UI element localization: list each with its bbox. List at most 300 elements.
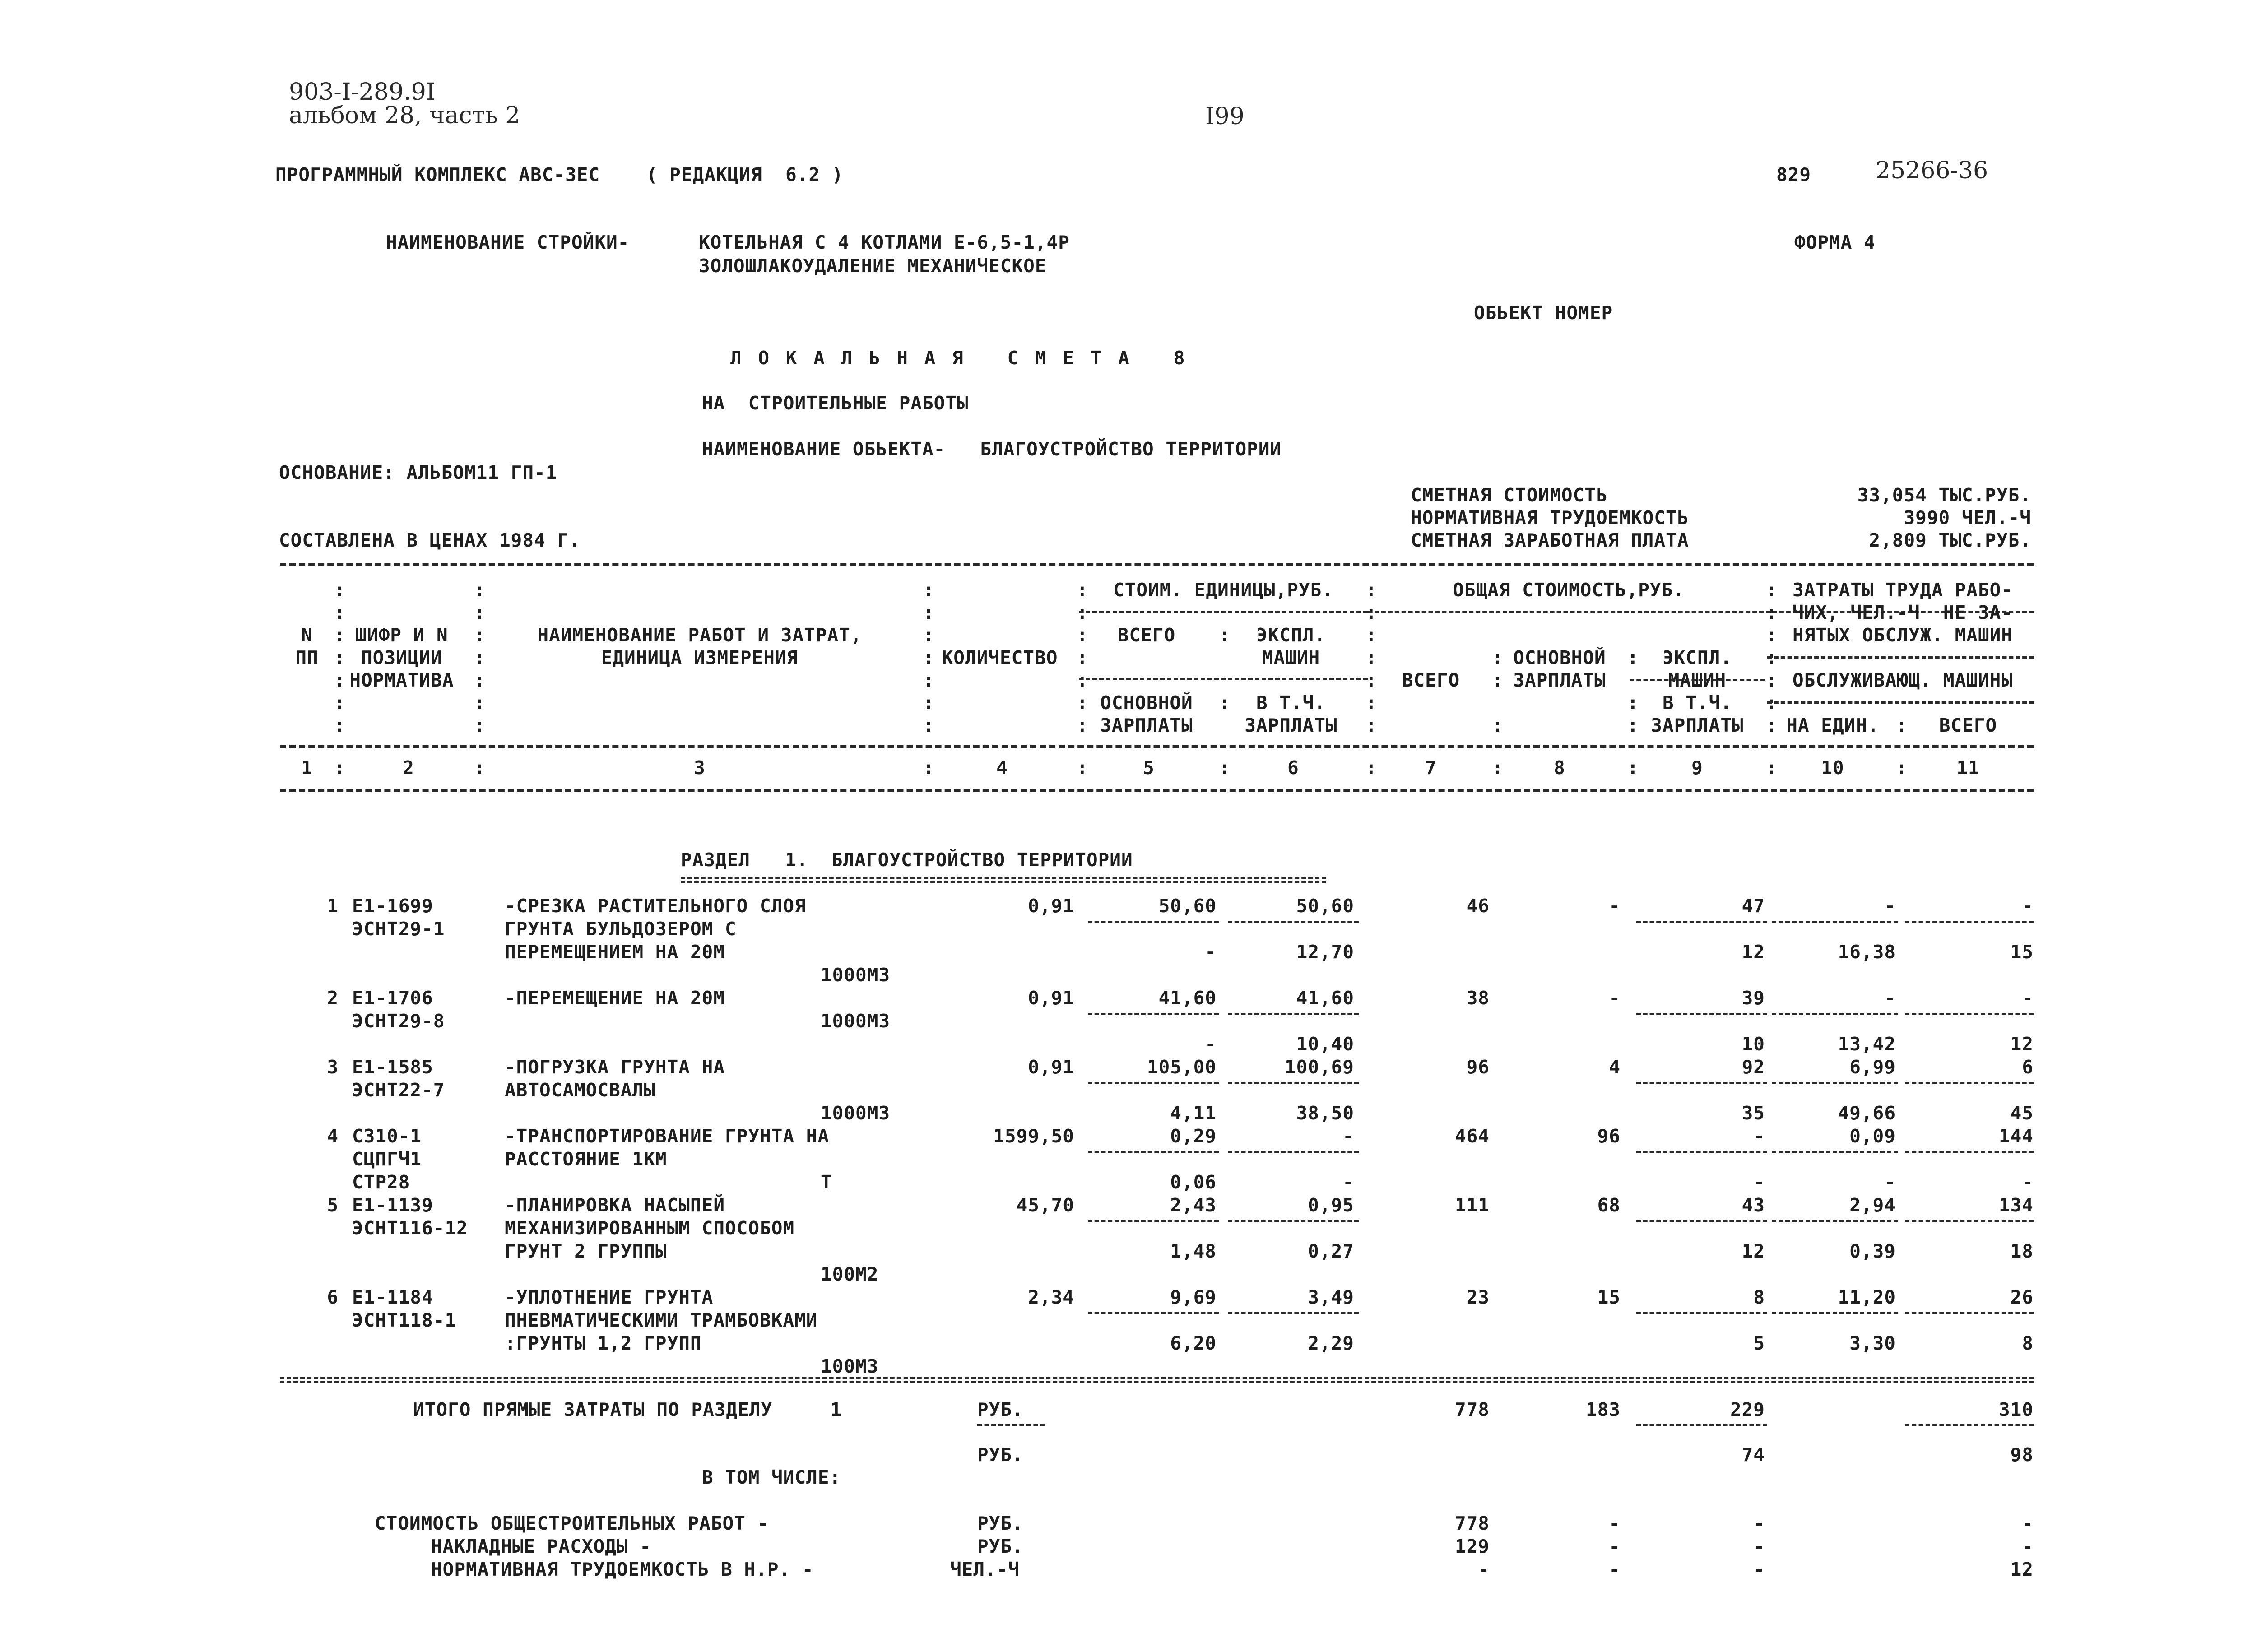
object-number: ОБЬЕКТ НОМЕР [1474,302,1613,324]
column-separator: : [1219,757,1231,779]
column-separator: : [1627,715,1639,736]
cell-rule [1905,921,2034,923]
row4-c5: 0,06 [1170,1171,1217,1193]
column-separator: : [1077,647,1088,668]
column-separator: : [1219,624,1231,646]
th-labor-unit: НА ЕДИН. [1786,715,1879,736]
breakdown-c8: - [1609,1536,1621,1557]
row4-c11: 144 [1998,1125,2034,1147]
row6-code: Е1-1184 [352,1286,433,1308]
column-separator: : [334,579,346,601]
row2-c11: 12 [2010,1033,2034,1055]
basis: ОСНОВАНИЕ: АЛЬБОМ11 ГП-1 [279,462,557,483]
row1-c6: 12,70 [1296,941,1354,963]
row5-c6: 0,95 [1308,1194,1354,1216]
cell-rule [1088,1013,1219,1015]
column-separator: : [1077,602,1088,623]
row4-unit: Т [821,1171,832,1193]
row3-name: АВТОСАМОСВАЛЫ [505,1079,655,1101]
column-separator: : [1219,692,1231,714]
cell-rule [1088,1312,1219,1314]
row6-c8: 15 [1597,1286,1621,1308]
column-number: 4 [996,757,1008,779]
row5-c10: 2,94 [1849,1194,1896,1216]
row3-c11: 45 [2010,1102,2034,1124]
page-subtitle: НА СТРОИТЕЛЬНЫЕ РАБОТЫ [702,392,969,414]
row5-c9: 12 [1742,1240,1765,1262]
row2-c8: - [1609,987,1621,1009]
row4-name: -ТРАНСПОРТИРОВАНИЕ ГРУНТА НА [505,1125,830,1147]
totals-unit2: РУБ. [977,1444,1024,1466]
row1-c8: - [1609,895,1621,917]
rule [1079,678,1368,680]
column-separator: : [334,624,346,646]
cell-rule [1772,1013,1898,1015]
row5-c5: 1,48 [1170,1240,1217,1262]
cell-rule [1636,1151,1767,1153]
th-line: В Т.Ч. [1256,692,1326,714]
th-labor-total: ВСЕГО [1939,715,1997,736]
row1-c9: 47 [1742,895,1765,917]
th-col3-line: НАИМЕНОВАНИЕ РАБОТ И ЗАТРАТ, [537,624,862,646]
row5-name: ГРУНТ 2 ГРУППЫ [505,1240,667,1262]
breakdown-c9: - [1753,1559,1765,1580]
row5-c11: 134 [1998,1194,2034,1216]
row2-c6: 10,40 [1296,1033,1354,1055]
row6-c9: 8 [1753,1286,1765,1308]
row5-name: МЕХАНИЗИРОВАННЫМ СПОСОБОМ [505,1217,795,1239]
prices-year: СОСТАВЛЕНА В ЦЕНАХ 1984 Г. [279,529,581,551]
breakdown-c11: - [2022,1513,2034,1534]
row4-c9: - [1753,1125,1765,1147]
row2-c11: - [2022,987,2034,1009]
breakdown-c11: 12 [2010,1559,2034,1580]
row3-c9: 35 [1742,1102,1765,1124]
column-separator: : [1766,647,1778,668]
column-separator: : [1365,692,1377,714]
column-separator: : [923,602,935,623]
code-b: 25266-36 [1876,157,1988,184]
row1-c5: 50,60 [1158,895,1217,917]
column-separator: : [474,602,486,623]
row2-c5: 41,60 [1158,987,1217,1009]
column-number: 2 [403,757,414,779]
row3-pp: 3 [327,1056,339,1078]
breakdown-unit: РУБ. [977,1513,1024,1534]
th-tc-total: ВСЕГО [1402,669,1460,691]
th-line: ЧИХ, ЧЕЛ.-Ч НЕ ЗА- [1793,602,2013,623]
column-separator: : [1766,602,1778,623]
cell-rule [1228,1082,1359,1084]
th-tc-incl [1632,691,1763,737]
section-title: РАЗДЕЛ 1. БЛАГОУСТРОЙСТВО ТЕРРИТОРИИ [681,849,1133,871]
row4-c5: 0,29 [1170,1125,1217,1147]
row1-qty: 0,91 [1028,895,1074,917]
column-separator: : [474,647,486,668]
th-col2-line: ШИФР И N [355,624,448,646]
album-part: альбом 28, часть 2 [289,102,520,129]
row2-c7: 38 [1466,987,1490,1009]
column-number: 6 [1287,757,1299,779]
row5-c8: 68 [1597,1194,1621,1216]
column-separator: : [1766,692,1778,714]
rule [1767,656,2034,659]
program-name: ПРОГРАММНЫЙ КОМПЛЕКС АВС-3ЕС ( РЕДАКЦИЯ 6.2 ) [275,164,844,186]
cell-rule [1772,1312,1898,1314]
totals-c8: 183 [1585,1399,1621,1420]
column-separator: : [1492,669,1504,691]
row4-code: СЦПГЧ1 [352,1148,422,1170]
row3-qty: 0,91 [1028,1056,1074,1078]
row6-unit: 100М3 [821,1355,879,1377]
row2-c10: - [1884,987,1896,1009]
column-number: 8 [1554,757,1565,779]
row6-c11: 8 [2022,1332,2034,1354]
column-separator: : [1077,579,1088,601]
row3-c8: 4 [1609,1056,1621,1078]
column-separator: : [923,579,935,601]
header-bottom-rule [280,789,2034,792]
th-line: ЗАРПЛАТЫ [1651,715,1744,736]
breakdown-c11: - [2022,1536,2034,1557]
cell-rule [1088,1151,1219,1153]
totals-c9b: 74 [1742,1444,1765,1466]
cell-rule [1088,1220,1219,1222]
th-col1-line: N [301,624,313,646]
row1-code: Е1-1699 [352,895,433,917]
row6-c6: 3,49 [1308,1286,1354,1308]
th-col3-line: ЕДИНИЦА ИЗМЕРЕНИЯ [601,647,799,668]
column-separator: : [1766,624,1778,646]
row3-name: -ПОГРУЗКА ГРУНТА НА [505,1056,725,1078]
cell-rule [1772,921,1898,923]
construction-label: НАИМЕНОВАНИЕ СТРОЙКИ- [386,232,630,253]
column-separator: : [1365,669,1377,691]
row2-pp: 2 [327,987,339,1009]
row3-c5: 4,11 [1170,1102,1217,1124]
column-number: 7 [1425,757,1437,779]
cell-rule [1228,1013,1359,1015]
th-uc-expl [1223,624,1359,669]
th-uc-basic [1081,691,1212,737]
th-line: МАШИН [1668,669,1727,691]
row6-c10: 3,30 [1849,1332,1896,1354]
header-top-rule [280,563,2034,566]
header-mid-rule [280,745,2034,748]
row4-c8: 96 [1597,1125,1621,1147]
row2-qty: 0,91 [1028,987,1074,1009]
cell-rule [1905,1151,2034,1153]
breakdown-c8: - [1609,1513,1621,1534]
th-line: ЗАРПЛАТЫ [1100,715,1193,736]
row6-c7: 23 [1466,1286,1490,1308]
column-separator: : [474,624,486,646]
row3-unit: 1000М3 [821,1102,891,1124]
column-separator: : [334,715,346,736]
row5-name: -ПЛАНИРОВКА НАСЫПЕЙ [505,1194,725,1216]
column-number: 10 [1821,757,1844,779]
row4-code: С310-1 [352,1125,422,1147]
breakdown-label: НОРМАТИВНАЯ ТРУДОЕМКОСТЬ В Н.Р. - [431,1559,814,1580]
breakdown-unit: ЧЕЛ.-Ч [950,1559,1020,1580]
breakdown-c9: - [1753,1536,1765,1557]
row3-c10: 49,66 [1838,1102,1896,1124]
column-separator: : [1896,715,1908,736]
th-line: НЯТЫХ ОБСЛУЖ. МАШИН [1793,624,2013,646]
cell-rule [1228,1312,1359,1314]
cell-rule [1636,1220,1767,1222]
page-number: I99 [1205,103,1245,130]
row1-c7: 46 [1466,895,1490,917]
row6-c11: 26 [2010,1286,2034,1308]
section-title-underline [681,877,1326,883]
column-separator: : [334,647,346,668]
column-separator: : [923,692,935,714]
code-a: 829 [1776,164,1811,186]
th-unit-cost: СТОИМ. ЕДИНИЦЫ,РУБ. [1113,579,1333,601]
totals-rule [1905,1424,2034,1426]
rule [1630,679,1765,681]
totals-including: В ТОМ ЧИСЛЕ: [702,1466,841,1488]
row4-c6: - [1342,1125,1354,1147]
row5-c10: 0,39 [1849,1240,1896,1262]
column-separator: : [334,602,346,623]
summary-label: СМЕТНАЯ СТОИМОСТЬ [1411,484,1608,506]
breakdown-unit: РУБ. [977,1536,1024,1557]
cell-rule [1772,1151,1898,1153]
row5-c7: 111 [1454,1194,1490,1216]
cell-rule [1636,1013,1767,1015]
column-separator: : [474,669,486,691]
object-name: НАИМЕНОВАНИЕ ОБЬЕКТА- БЛАГОУСТРОЙСТВО ТЕРРИТОРИИ [702,438,1282,460]
cell-rule [1088,921,1219,923]
row6-c9: 5 [1753,1332,1765,1354]
column-separator: : [1365,579,1377,601]
breakdown-label: НАКЛАДНЫЕ РАСХОДЫ - [431,1536,651,1557]
summary-value: 3990 ЧЕЛ.-Ч [1904,507,2031,529]
row2-c10: 13,42 [1838,1033,1896,1055]
th-line: ЗАТРАТЫ ТРУДА РАБО- [1793,579,2013,601]
th-line: ЗАРПЛАТЫ [1513,669,1606,691]
row3-c6: 38,50 [1296,1102,1354,1124]
column-separator: : [1766,715,1778,736]
row4-c11: - [2022,1171,2034,1193]
th-line: ЭКСПЛ. [1662,647,1732,668]
th-line: В Т.Ч. [1662,692,1732,714]
row2-code: Е1-1706 [352,987,433,1009]
th-line: ЗАРПЛАТЫ [1245,715,1337,736]
column-separator: : [334,669,346,691]
th-tc-expl [1632,646,1763,691]
th-line: ОСНОВНОЙ [1100,692,1193,714]
column-separator: : [1766,579,1778,601]
row3-code: Е1-1585 [352,1056,433,1078]
th-line: ОСНОВНОЙ [1513,647,1606,668]
column-separator: : [1896,757,1908,779]
column-separator: : [1077,669,1088,691]
cell-rule [1772,1220,1898,1222]
row5-c9: 43 [1742,1194,1765,1216]
column-separator: : [1492,715,1504,736]
summary-label: СМЕТНАЯ ЗАРАБОТНАЯ ПЛАТА [1411,529,1689,551]
rule [1767,701,2034,704]
totals-label: ИТОГО ПРЯМЫЕ ЗАТРАТЫ ПО РАЗДЕЛУ 1 [413,1399,842,1420]
row2-c6: 41,60 [1296,987,1354,1009]
th-col3 [483,624,916,669]
column-separator: : [1077,757,1088,779]
document-code: 903-I-289.9I [289,79,436,106]
totals-unit: РУБ. [977,1399,1024,1420]
column-separator: : [1766,757,1778,779]
row1-c9: 12 [1742,941,1765,963]
column-number: 5 [1143,757,1155,779]
row2-c5: - [1205,1033,1217,1055]
row4-c6: - [1342,1171,1354,1193]
form-label: ФОРМА 4 [1794,232,1876,253]
summary-value: 2,809 ТЫС.РУБ. [1869,529,2031,551]
th-tc-basic [1494,646,1625,691]
cell-rule [1228,1151,1359,1153]
column-separator: : [923,647,935,668]
row4-c10: 0,09 [1849,1125,1896,1147]
row1-unit: 1000М3 [821,964,891,986]
breakdown-c8: - [1609,1559,1621,1580]
construction-line1: КОТЕЛЬНАЯ С 4 КОТЛАМИ Е-6,5-1,4Р [699,232,1070,253]
construction-line2: ЗОЛОШЛАКОУДАЛЕНИЕ МЕХАНИЧЕСКОЕ [699,255,1047,277]
breakdown-c9: - [1753,1513,1765,1534]
breakdown-c7: - [1478,1559,1490,1580]
row6-c5: 6,20 [1170,1332,1217,1354]
cell-rule [1636,921,1767,923]
column-number: 1 [301,757,313,779]
cell-rule [1636,1312,1767,1314]
rule [1079,611,1368,613]
column-separator: : [474,715,486,736]
th-col2-line: НОРМАТИВА [349,669,454,691]
totals-rule [280,1377,2034,1383]
row1-c11: 15 [2010,941,2034,963]
th-line: ЭКСПЛ. [1256,624,1326,646]
column-separator: : [1077,692,1088,714]
column-separator: : [1077,624,1088,646]
totals-c9: 229 [1730,1399,1765,1420]
column-separator: : [923,757,935,779]
row5-c6: 0,27 [1308,1240,1354,1262]
column-separator: : [1492,647,1504,668]
row3-c6: 100,69 [1284,1056,1354,1078]
cell-rule [1905,1082,2034,1084]
row6-c5: 9,69 [1170,1286,1217,1308]
row1-pp: 1 [327,895,339,917]
column-separator: : [474,692,486,714]
row5-unit: 100М2 [821,1263,879,1285]
row1-c10: - [1884,895,1896,917]
row3-c10: 6,99 [1849,1056,1896,1078]
row5-code: Е1-1139 [352,1194,433,1216]
row3-c7: 96 [1466,1056,1490,1078]
row2-name: -ПЕРЕМЕЩЕНИЕ НА 20М [505,987,725,1009]
cell-rule [1088,1082,1219,1084]
cell-rule [1905,1312,2034,1314]
row4-c10: - [1884,1171,1896,1193]
row1-name: ПЕРЕМЕЩЕНИЕМ НА 20М [505,941,725,963]
row1-name: -СРЕЗКА РАСТИТЕЛЬНОГО СЛОЯ [505,895,806,917]
column-number: 3 [694,757,706,779]
row1-name: ГРУНТА БУЛЬДОЗЕРОМ С [505,918,737,940]
row1-c10: 16,38 [1838,941,1896,963]
row2-unit: 1000М3 [821,1010,891,1032]
breakdown-label: СТОИМОСТЬ ОБЩЕСТРОИТЕЛЬНЫХ РАБОТ - [375,1513,769,1534]
column-separator: : [474,579,486,601]
row6-name: :ГРУНТЫ 1,2 ГРУПП [505,1332,702,1354]
column-separator: : [1365,624,1377,646]
row4-c9: - [1753,1171,1765,1193]
th-col2-line: ПОЗИЦИИ [361,647,442,668]
row5-c11: 18 [2010,1240,2034,1262]
row4-code: СТР28 [352,1171,410,1193]
column-separator: : [1766,669,1778,691]
row4-c7: 464 [1454,1125,1490,1147]
th-total-cost: ОБЩАЯ СТОИМОСТЬ,РУБ. [1453,579,1685,601]
column-separator: : [1627,647,1639,668]
row2-c9: 10 [1742,1033,1765,1055]
column-number: 11 [1956,757,1980,779]
row6-qty: 2,34 [1028,1286,1074,1308]
column-separator: : [474,757,486,779]
row6-code: ЭСНТ118-1 [352,1309,457,1331]
column-separator: : [923,624,935,646]
column-separator: : [1365,602,1377,623]
column-separator: : [1627,757,1639,779]
row5-code: ЭСНТ116-12 [352,1217,468,1239]
totals-c11: 310 [1998,1399,2034,1420]
cell-rule [1905,1013,2034,1015]
row6-c10: 11,20 [1838,1286,1896,1308]
row3-c11: 6 [2022,1056,2034,1078]
row6-name: ПНЕВМАТИЧЕСКИМИ ТРАМБОВКАМИ [505,1309,818,1331]
row4-name: РАССТОЯНИЕ 1КМ [505,1148,667,1170]
row3-code: ЭСНТ22-7 [352,1079,445,1101]
cell-rule [1636,1082,1767,1084]
row1-c5: - [1205,941,1217,963]
row6-c6: 2,29 [1308,1332,1354,1354]
cell-rule [1228,1220,1359,1222]
column-separator: : [1365,757,1377,779]
breakdown-c7: 778 [1454,1513,1490,1534]
column-separator: : [1365,715,1377,736]
row6-name: -УПЛОТНЕНИЕ ГРУНТА [505,1286,714,1308]
column-separator: : [923,715,935,736]
cell-rule [1905,1220,2034,1222]
row1-c6: 50,60 [1296,895,1354,917]
cell-rule [1228,921,1359,923]
th-labor-machines: ОБСЛУЖИВАЮЩ. МАШИНЫ [1793,669,2013,691]
column-number: 9 [1691,757,1703,779]
summary-value: 33,054 ТЫС.РУБ. [1857,484,2031,506]
row4-pp: 4 [327,1125,339,1147]
th-col2 [336,624,467,691]
row2-c9: 39 [1742,987,1765,1009]
totals-c11b: 98 [2010,1444,2034,1466]
column-separator: : [334,757,346,779]
cell-rule [1772,1082,1898,1084]
row5-c5: 2,43 [1170,1194,1217,1216]
column-separator: : [1627,692,1639,714]
column-separator: : [334,692,346,714]
column-separator: : [923,669,935,691]
th-col4: КОЛИЧЕСТВО [942,647,1058,668]
breakdown-c7: 129 [1454,1536,1490,1557]
